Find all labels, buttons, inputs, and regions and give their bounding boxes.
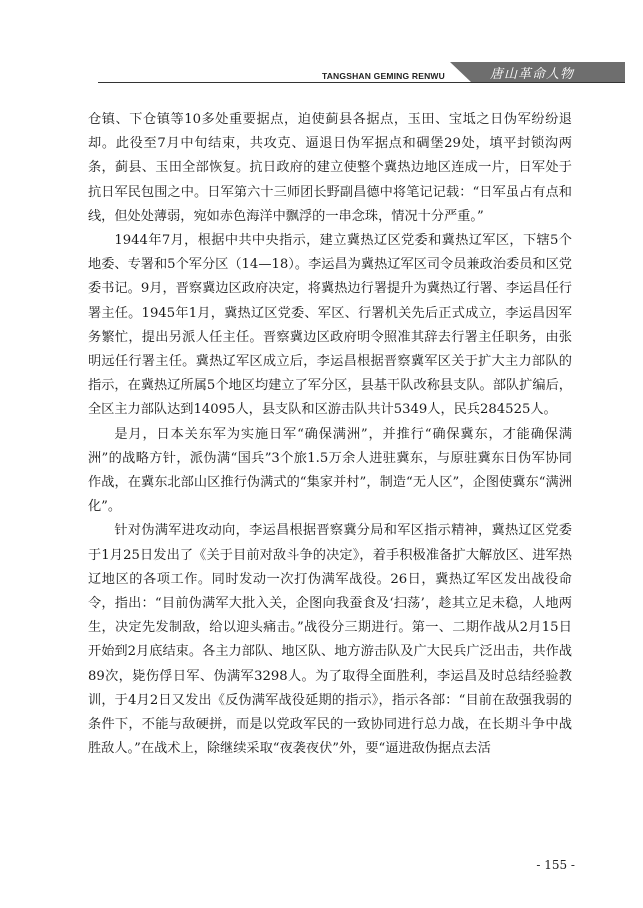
paragraph-4: 针对伪满军进攻动向，李运昌根据晋察冀分局和军区指示精神，冀热辽区党委于1月25日发出了《关于目前对敌斗争的决定》，着手积极准备扩大解放区、进军热辽地区的各项工作。同时发动一次打伪满军战役。26日，冀热辽军区发出战役命令，指出：“目前伪满军大批入关，企图向我蚕食及‘扫荡’，趁其立足未稳，人地两生，决定先发制敌，给以迎头痛击。”战役分三期进行。第一、二期作战从2月15日开始到2月底结束。各主力部队、地区队、地方游击队及广大民兵广泛出击，共作战89次，毙伤俘日军、伪满军3298人。为了取得全面胜利，李运昌及时总结经验教训，于4月2日又发出《反伪满军战役延期的指示》，指示各部：“目前在敌强我弱的条件下，不能与敌硬拼，而是以党政军民的一致协同进行总力战，在长期斗争中战胜敌人。”在战术上，除继续采取“夜袭夜伏”外，要“逼进敌伪据点去活 xyxy=(88,523,572,757)
header-english-title: TANGSHAN GEMING RENWU xyxy=(321,71,445,81)
header-rule xyxy=(98,82,625,83)
page-number: - 155 - xyxy=(536,858,575,872)
paragraph-3: 是月，日本关东军为实施日军“确保满洲”，并推行“确保冀东，才能确保满洲”的战略方针，派伪满“国兵”3个旅1.5万余人进驻冀东，与原驻冀东日伪军协同作战，在冀东北部山区推行伪满式的“集家并村”，制造“无人区”，企图使冀东“满洲化”。 xyxy=(88,426,572,515)
paragraph-1: 仓镇、下仓镇等10多处重要据点，迫使蓟县各据点，玉田、宝坻之日伪军纷纷退却。此役至7月中旬结束，共攻克、逼退日伪军据点和碉堡29处，填平封锁沟两条，蓟县、玉田全部恢复。抗日政府的建立使整个冀热边地区连成一片，日军处于抗日军民包围之中。日军第六十三师团长野副昌德中将笔记记载：“日军虽占有点和线，但处处薄弱，宛如赤色海洋中飘浮的一串念珠，情况十分严重。” xyxy=(88,112,572,224)
body-text xyxy=(88,108,572,761)
running-header xyxy=(0,62,643,92)
paragraph-2: 1944年7月，根据中共中央指示，建立冀热辽区党委和冀热辽军区，下辖5个地委、专署和5个军分区（14—18）。李运昌为冀热辽军区司令员兼政治委员和区党委书记。9月，晋察冀边区政府决定，将冀热边行署提升为冀热辽行署、李运昌任行署主任。1945年1月，冀热辽区党委、军区、行署机关先后正式成立，李运昌因军务繁忙，提出另派人任主任。晋察冀边区政府明令照准其辞去行署主任职务，由张明远任行署主任。冀热辽军区成立后，李运昌根据晋察冀军区关于扩大主力部队的指示，在冀热辽所属5个地区均建立了军分区，县基干队改称县支队。部队扩编后，全区主力部队达到14095人，县支队和区游击队共计5349人，民兵284525人。 xyxy=(88,233,572,418)
header-chinese-title: 唐山革命人物 xyxy=(490,67,575,82)
